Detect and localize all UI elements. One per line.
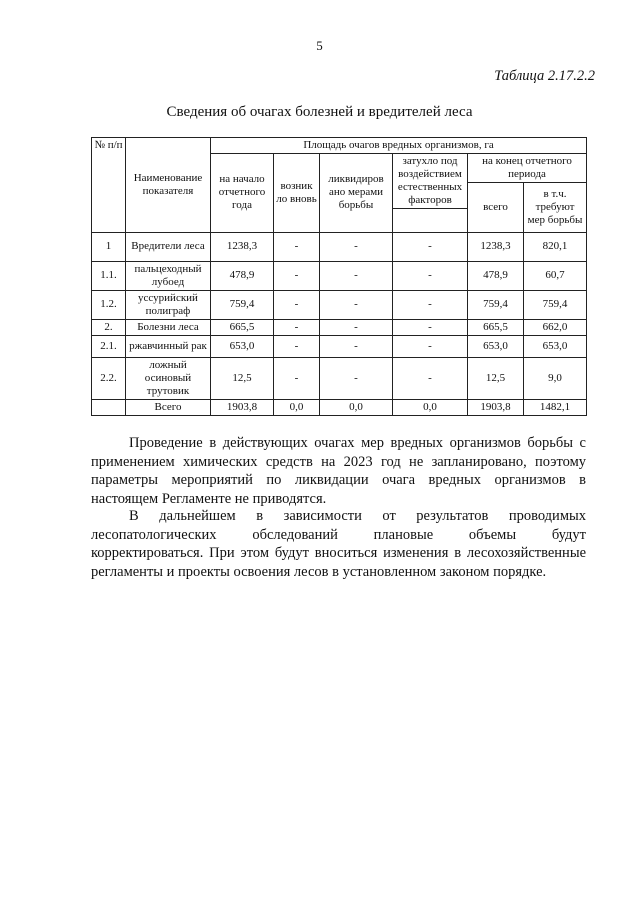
row-new: - [274, 290, 320, 319]
header-total: всего [468, 182, 524, 232]
row-liquidated: - [320, 290, 393, 319]
row-start: 653,0 [211, 335, 274, 357]
table-row [92, 290, 587, 319]
header-name: Наименование показателя [126, 138, 211, 233]
row-total: 759,4 [468, 290, 524, 319]
row-new: - [274, 319, 320, 335]
row-num: 2.2. [92, 357, 126, 399]
row-require: 759,4 [524, 290, 587, 319]
header-end-group: на конец отчетного периода [468, 153, 587, 182]
table-row [92, 357, 587, 399]
row-require: 9,0 [524, 357, 587, 399]
row-total: 665,5 [468, 319, 524, 335]
row-total: 12,5 [468, 357, 524, 399]
paragraph-line: В дальнейшем в зависимости от результатов проводимых [129, 508, 586, 524]
row-num: 1.1. [92, 261, 126, 290]
paragraph-line: Проведение в действующих очагах мер вредных организмов борьбы с [129, 435, 586, 451]
row-start: 12,5 [211, 357, 274, 399]
row-faded: - [393, 261, 468, 290]
table-label: Таблица 2.17.2.2 [494, 68, 595, 84]
row-faded: - [393, 290, 468, 319]
row-name: ложный осиновый трутовик [126, 357, 211, 399]
table-row [92, 319, 587, 335]
table-row [92, 335, 587, 357]
paragraph-2 [91, 507, 586, 582]
row-liquidated: - [320, 335, 393, 357]
page-number: 5 [316, 38, 323, 53]
row-faded: - [393, 232, 468, 261]
header-num: № п/п [92, 138, 126, 233]
paragraph-line: корректироваться. При этом будут вноситься изменения в лесохозяйственные [91, 545, 586, 562]
header-liquidated: ликвидиров ано мерами борьбы [320, 153, 393, 232]
row-new: 0,0 [274, 399, 320, 415]
row-name: Вредители леса [126, 232, 211, 261]
row-num: 2.1. [92, 335, 126, 357]
paragraph-line: лесопатологических обследований плановые объемы будут [91, 526, 586, 543]
table-row [92, 261, 587, 290]
row-start: 665,5 [211, 319, 274, 335]
row-start: 1238,3 [211, 232, 274, 261]
header-area-group: Площадь очагов вредных организмов, га [211, 138, 587, 154]
row-name: ржавчинный рак [126, 335, 211, 357]
row-new: - [274, 232, 320, 261]
row-total: 1903,8 [468, 399, 524, 415]
row-require: 1482,1 [524, 399, 587, 415]
header-new: возник ло вновь [274, 153, 320, 232]
row-name: Болезни леса [126, 319, 211, 335]
row-new: - [274, 357, 320, 399]
paragraph-line: регламенты и проекты освоения лесов в установленном законом порядке. [91, 564, 547, 581]
table-title: Сведения об очагах болезней и вредителей леса [166, 104, 473, 120]
paragraph-1 [91, 434, 586, 509]
row-liquidated: - [320, 232, 393, 261]
paragraph-line: применением химических средств на 2023 год не запланировано, поэтому [91, 453, 586, 470]
row-start: 759,4 [211, 290, 274, 319]
row-new: - [274, 335, 320, 357]
paragraph-line: параметры мероприятий по ликвидации очага вредных организмов в [91, 472, 586, 489]
row-total: 1238,3 [468, 232, 524, 261]
row-name: Всего [126, 399, 211, 415]
row-faded: - [393, 357, 468, 399]
table-row [92, 399, 587, 415]
row-liquidated: 0,0 [320, 399, 393, 415]
row-new: - [274, 261, 320, 290]
row-require: 653,0 [524, 335, 587, 357]
row-liquidated: - [320, 319, 393, 335]
row-faded: - [393, 335, 468, 357]
header-faded: затухло под воздействием естественных факторов [393, 153, 468, 208]
row-name: пальцеходный лубоед [126, 261, 211, 290]
row-require: 662,0 [524, 319, 587, 335]
header-faded-cont [393, 208, 468, 232]
table-row [92, 232, 587, 261]
row-liquidated: - [320, 261, 393, 290]
paragraph-line: настоящем Регламенте не приводятся. [91, 491, 327, 508]
row-faded: 0,0 [393, 399, 468, 415]
row-num: 1 [92, 232, 126, 261]
row-liquidated: - [320, 357, 393, 399]
row-start: 478,9 [211, 261, 274, 290]
row-name: уссурийский полиграф [126, 290, 211, 319]
pest-foci-table [91, 137, 587, 416]
row-start: 1903,8 [211, 399, 274, 415]
row-total: 478,9 [468, 261, 524, 290]
row-require: 60,7 [524, 261, 587, 290]
header-start: на начало отчетного года [211, 153, 274, 232]
row-require: 820,1 [524, 232, 587, 261]
header-require: в т.ч. требуют мер борьбы [524, 182, 587, 232]
row-total: 653,0 [468, 335, 524, 357]
row-num: 2. [92, 319, 126, 335]
row-faded: - [393, 319, 468, 335]
row-num [92, 399, 126, 415]
row-num: 1.2. [92, 290, 126, 319]
